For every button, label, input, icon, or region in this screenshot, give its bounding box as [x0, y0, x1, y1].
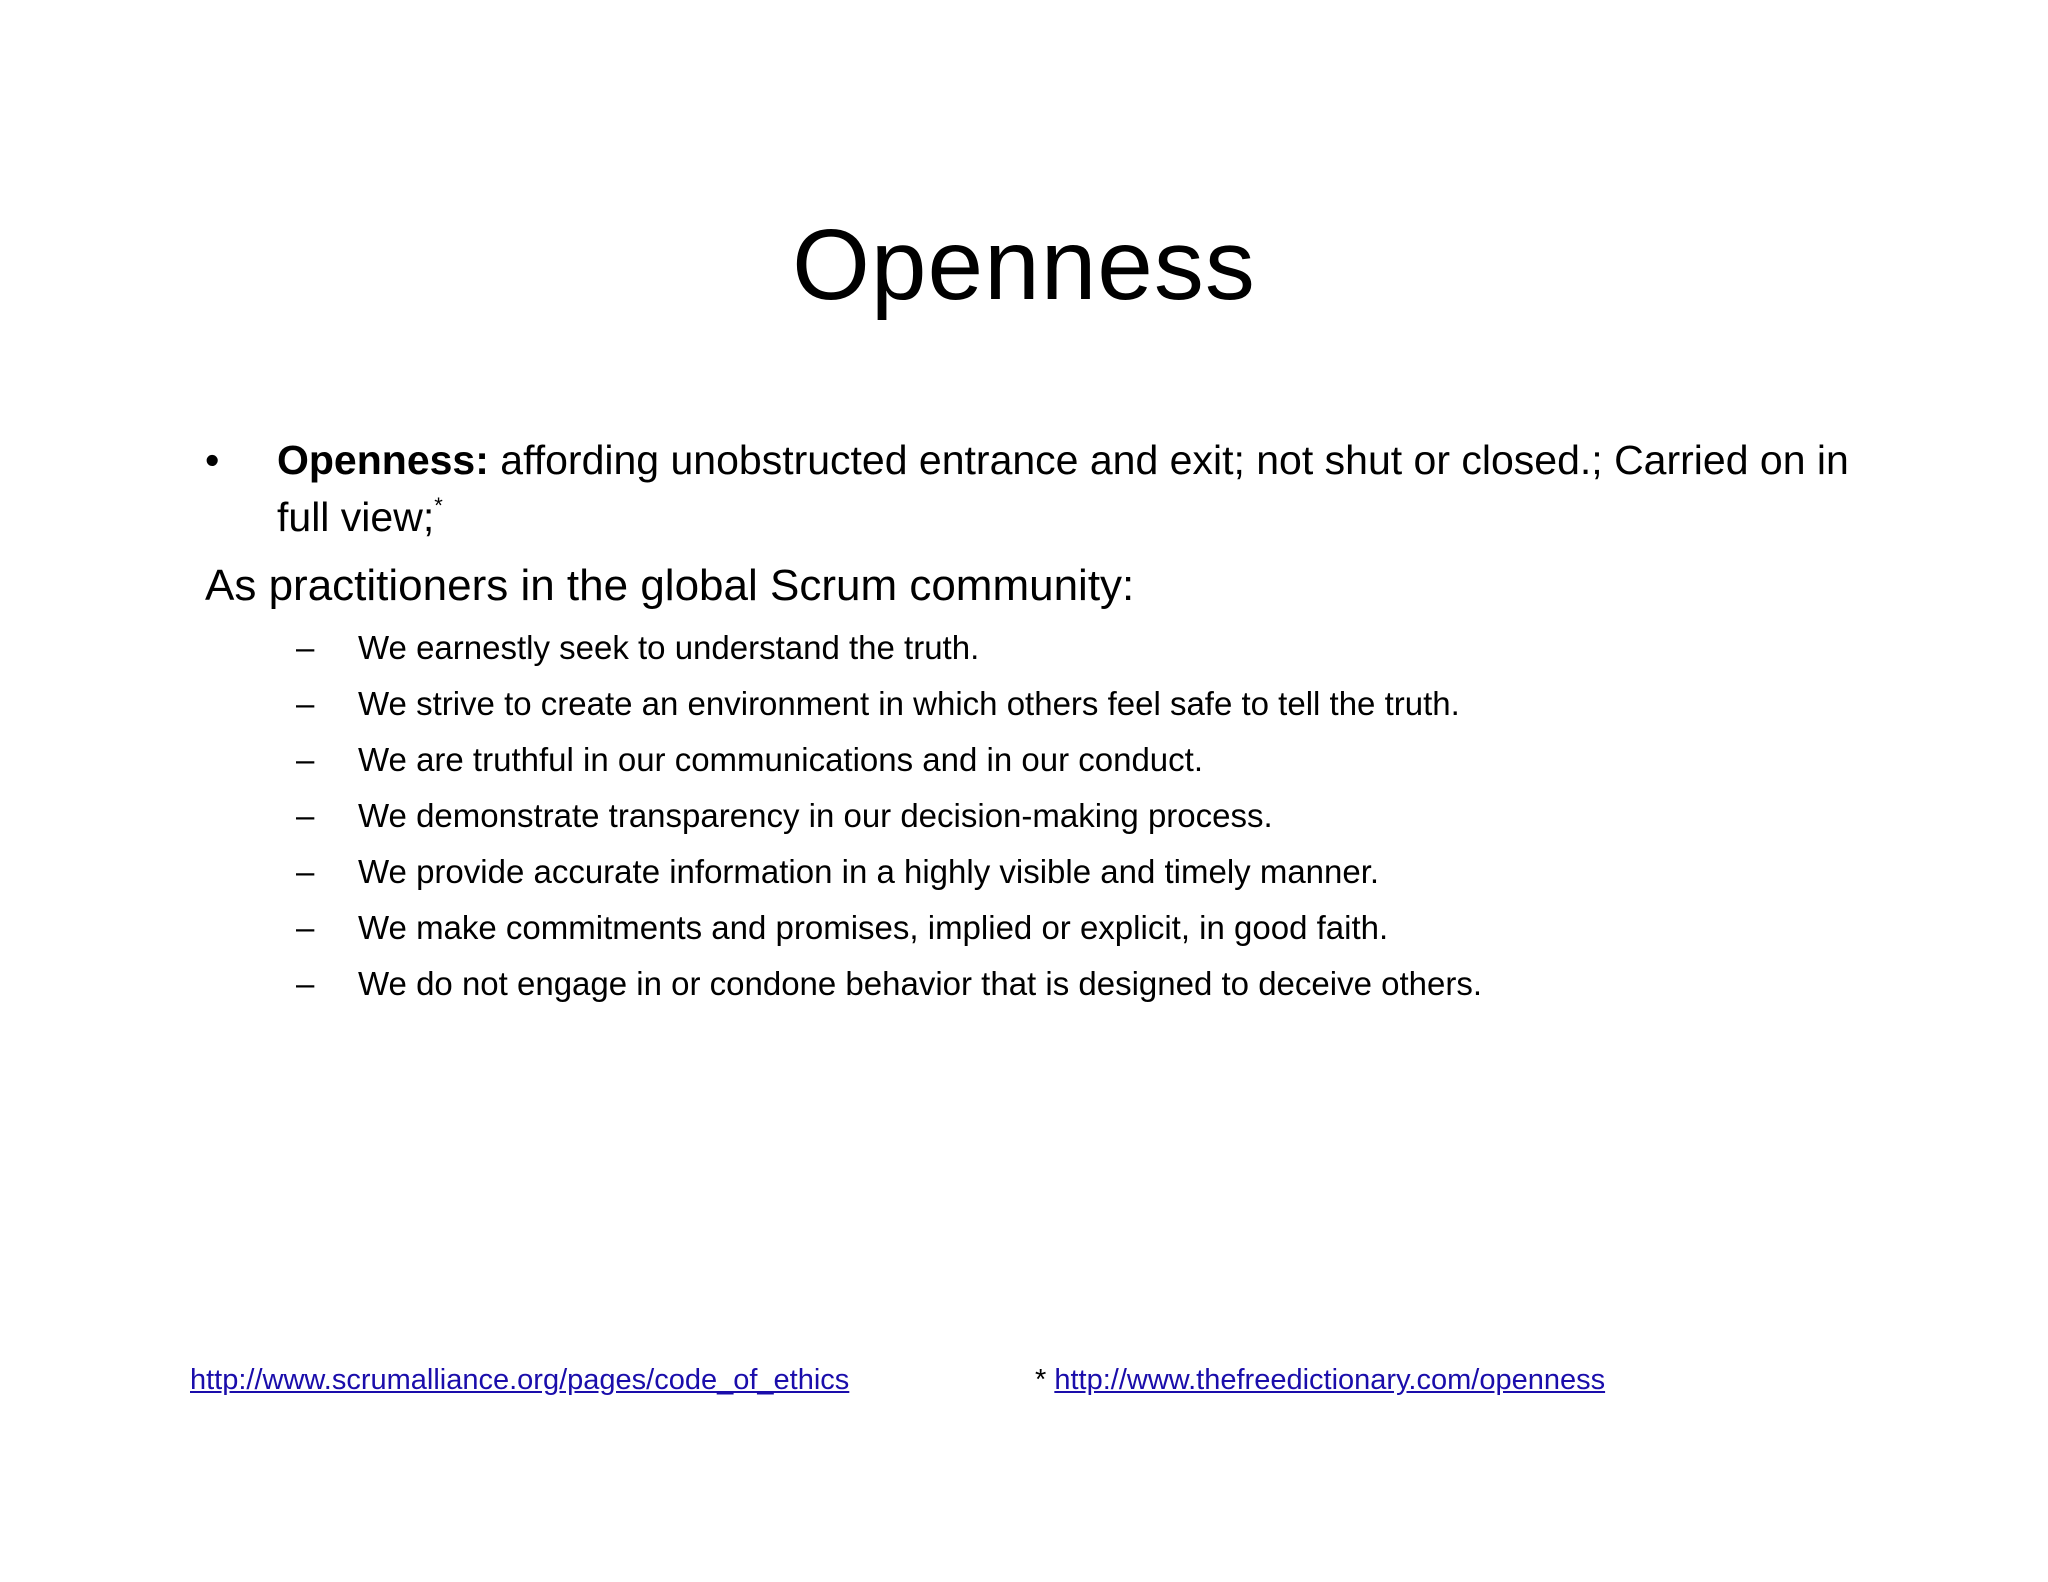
slide-title: Openness: [792, 209, 1256, 321]
list-item-text: We provide accurate information in a highly visible and timely manner.: [358, 853, 1380, 890]
list-item: [296, 732, 1796, 788]
dash-icon: –: [296, 965, 315, 1002]
list-item: [296, 956, 1796, 1012]
source-link[interactable]: http://www.scrumalliance.org/pages/code_of_ethics: [190, 1364, 850, 1396]
dash-icon: –: [296, 629, 315, 666]
list-item: [296, 676, 1796, 732]
list-item-text: We are truthful in our communications and in our conduct.: [358, 741, 1203, 778]
definition-body: affording unobstructed entrance and exit; not shut or closed.; Carried on in full view;: [277, 437, 1849, 540]
dash-icon: –: [296, 797, 315, 834]
bullet-icon: •: [205, 437, 220, 483]
definition-text: [277, 432, 1857, 546]
list-item: [296, 620, 1796, 676]
footnote-prefix: *: [1035, 1364, 1055, 1396]
dash-icon: –: [296, 685, 315, 722]
dash-icon: –: [296, 909, 315, 946]
list-item: [296, 844, 1796, 900]
list-item-text: We do not engage in or condone behavior that is designed to deceive others.: [358, 965, 1482, 1002]
list-item: [296, 788, 1796, 844]
intro-text: As practitioners in the global Scrum community:: [205, 561, 1135, 610]
list-item-text: We earnestly seek to understand the truth.: [358, 629, 980, 666]
dash-icon: –: [296, 741, 315, 778]
footnote-link[interactable]: http://www.thefreedictionary.com/openness: [1054, 1364, 1606, 1396]
list-item-text: We demonstrate transparency in our decision-making process.: [358, 797, 1273, 834]
dash-icon: –: [296, 853, 315, 890]
list-item-text: We strive to create an environment in which others feel safe to tell the truth.: [358, 685, 1460, 722]
definition-term: Openness:: [277, 437, 489, 483]
list-item-text: We make commitments and promises, implied or explicit, in good faith.: [358, 909, 1389, 946]
source-footer: [190, 1360, 849, 1400]
list-item: [296, 900, 1796, 956]
footnote-footer: [1035, 1360, 1605, 1400]
footnote-marker: *: [434, 493, 443, 518]
values-list: [296, 620, 1796, 1012]
